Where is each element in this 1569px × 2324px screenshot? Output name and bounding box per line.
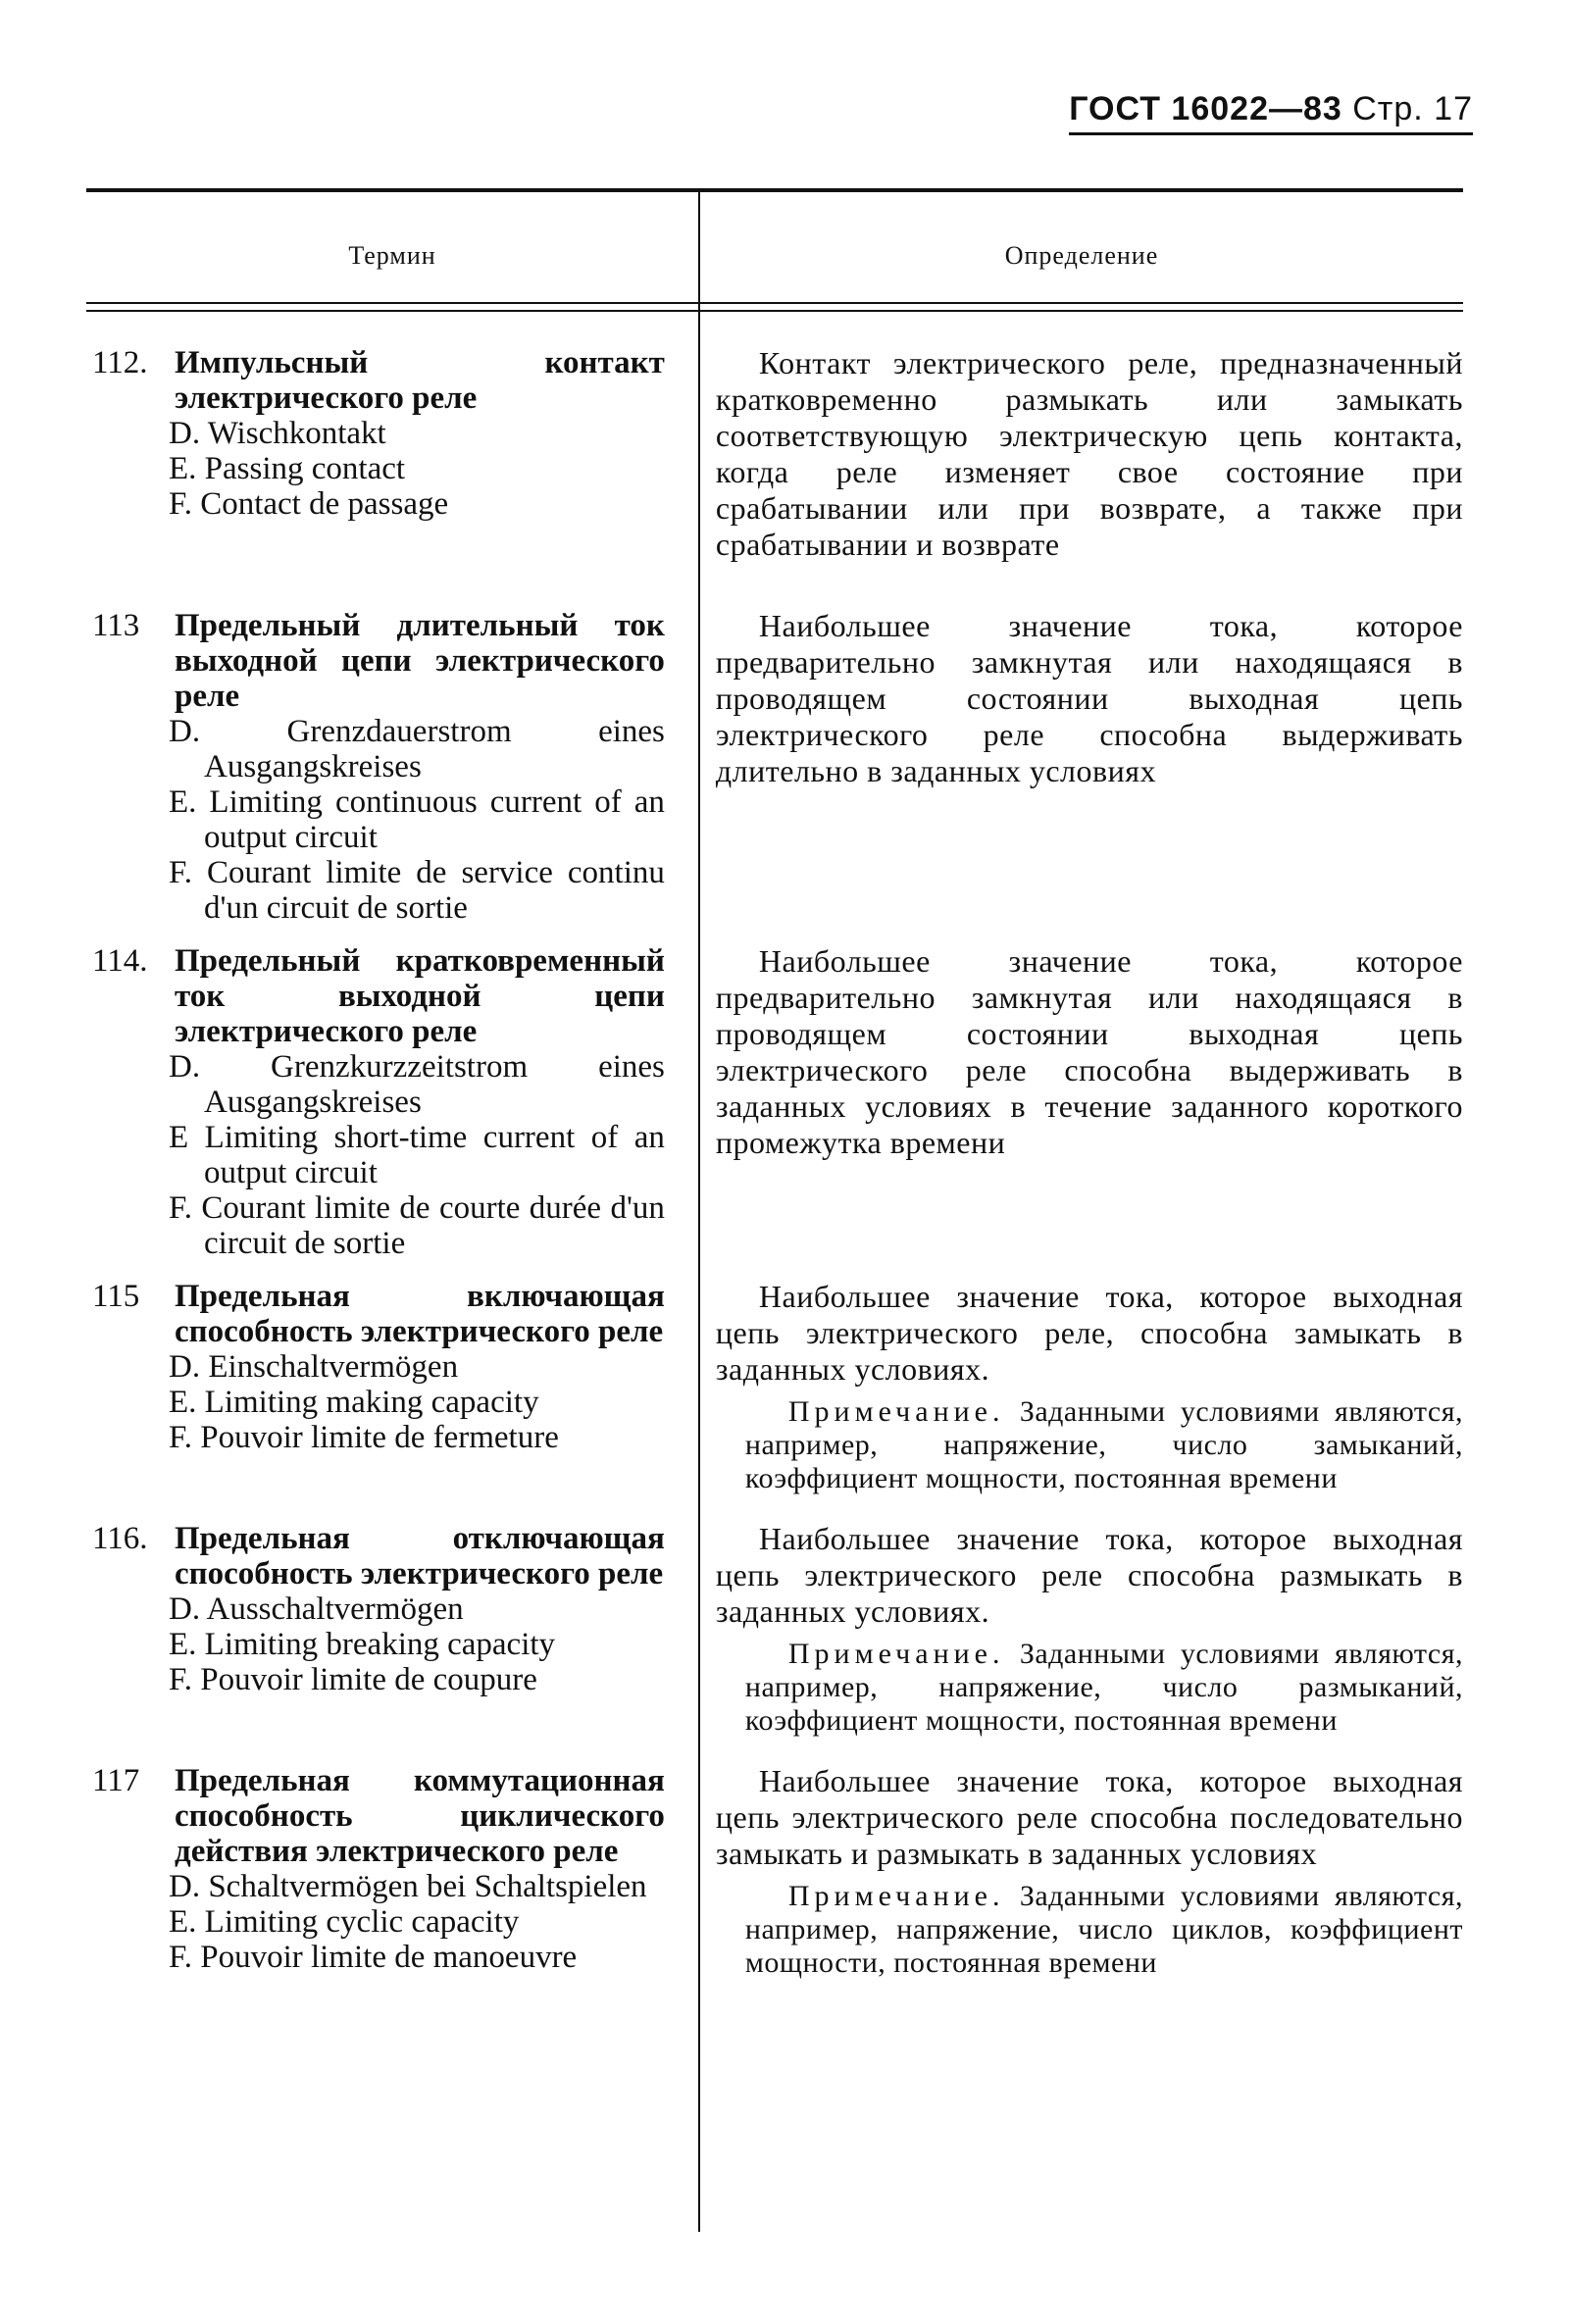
note — [745, 1880, 1463, 1980]
foreign-term: E. Limiting breaking capacity — [169, 1627, 556, 1662]
foreign-equivalents — [86, 1349, 665, 1455]
note-label: Примечание. — [787, 1880, 1005, 1912]
page-header — [1069, 90, 1473, 135]
term-number: 116. — [92, 1521, 148, 1556]
definition-text: Наибольшее значение тока, которое предварительно замкнутая или находящаяся в проводящем состоянии выходная цепь электрического реле способна выдерживать длительно в заданных условиях — [715, 608, 1463, 788]
page-number: Стр. 17 — [1352, 90, 1473, 127]
term-entry — [86, 1521, 1463, 1745]
foreign-term: E. Passing contact — [169, 451, 406, 486]
foreign-equivalents — [86, 416, 665, 522]
definition-cell — [692, 1763, 1463, 1988]
foreign-equivalents — [86, 714, 665, 926]
foreign-term: E. Limiting making capacity — [169, 1385, 539, 1420]
foreign-term: F. Pouvoir limite de fermeture — [169, 1420, 559, 1455]
note-text: Заданными условиями являются, например, напряжение, число замыканий, коэффициент мощности, постоянная времени — [744, 1395, 1463, 1494]
foreign-term: E. Limiting continuous current of an output circuit — [169, 784, 665, 855]
term-cell — [86, 608, 692, 926]
foreign-term: F. Courant limite de courte durée d'un circuit de sortie — [169, 1190, 665, 1261]
term-entry — [86, 943, 1463, 1261]
term-name: Импульсный контакт электрического реле — [175, 345, 665, 416]
term-cell — [86, 1521, 692, 1745]
term-cell — [86, 345, 692, 571]
table-top-rule — [86, 188, 1463, 192]
standard-number: ГОСТ 16022—83 — [1069, 90, 1342, 127]
term-name: Предельная отключающая способность электрического реле — [175, 1521, 665, 1591]
foreign-equivalents — [86, 1869, 665, 1975]
foreign-term: E. Limiting cyclic capacity — [169, 1904, 520, 1940]
foreign-term: D. Ausschaltvermögen — [169, 1591, 464, 1627]
definition-text: Наибольшее значение тока, которое предварительно замкнутая или находящаяся в проводящем состоянии выходная цепь электрического реле способна выдерживать в заданных условиях в течение заданного короткого промежутка времени — [715, 943, 1463, 1160]
foreign-term: D. Grenzdauerstrom eines Ausgangskreises — [169, 714, 665, 784]
header-rule — [86, 310, 1463, 312]
note-text: Заданными условиями являются, например, напряжение, число размыканий, коэффициент мощности, постоянная времени — [744, 1638, 1463, 1737]
definition-cell — [692, 608, 1463, 926]
foreign-term: F. Contact de passage — [169, 486, 449, 522]
foreign-term: D. Grenzkurzzeitstrom eines Ausgangskreises — [169, 1049, 665, 1120]
definition-cell — [692, 1521, 1463, 1745]
foreign-term: D. Einschaltvermögen — [169, 1349, 459, 1385]
foreign-term: F. Pouvoir limite de coupure — [169, 1662, 537, 1697]
term-entry — [86, 345, 1463, 571]
foreign-term: F. Courant limite de service continu d'un circuit de sortie — [169, 855, 665, 926]
term-number: 112. — [92, 345, 148, 380]
column-header-term: Термин — [348, 241, 436, 270]
note — [745, 1395, 1463, 1495]
foreign-term: E Limiting short-time current of an output circuit — [169, 1120, 665, 1190]
term-cell — [86, 943, 692, 1261]
term-name: Предельный кратковременный ток выходной цепи электрического реле — [175, 943, 665, 1049]
terms-table — [86, 345, 1463, 2005]
term-number: 114. — [92, 943, 148, 979]
note-label: Примечание. — [787, 1638, 1005, 1670]
term-cell — [86, 1763, 692, 1988]
foreign-equivalents — [86, 1591, 665, 1697]
note-text: Заданными условиями являются, например, напряжение, число циклов, коэффициент мощности, постоянная времени — [744, 1880, 1463, 1979]
term-number: 115 — [92, 1279, 140, 1314]
term-name: Предельная коммутационная способность циклического действия электрического реле — [175, 1763, 665, 1869]
definition-cell — [692, 345, 1463, 571]
definition-text: Наибольшее значение тока, которое выходная цепь электрического реле способна последовательно замыкать и размыкать в заданных условиях — [715, 1763, 1463, 1871]
term-number: 117 — [92, 1763, 140, 1798]
foreign-equivalents — [86, 1049, 665, 1261]
term-entry — [86, 1763, 1463, 1988]
definition-text: Контакт электрического реле, предназначенный кратковременно размыкать или замыкать соответствующую электрическую цепь контакта, когда реле изменяет свое состояние при срабатывании или при возврате, а также при срабатывании и возврате — [715, 345, 1463, 562]
header-rule — [86, 302, 1463, 304]
term-name: Предельная включающая способность электрического реле — [175, 1279, 665, 1349]
term-name: Предельный длительный ток выходной цепи электрического реле — [175, 608, 665, 714]
definition-cell — [692, 1279, 1463, 1503]
note-label: Примечание. — [787, 1395, 1005, 1428]
term-number: 113 — [92, 608, 140, 643]
definition-text: Наибольшее значение тока, которое выходная цепь электрического реле способна размыкать в заданных условиях. — [715, 1521, 1463, 1629]
definition-cell — [692, 943, 1463, 1261]
note — [745, 1638, 1463, 1738]
foreign-term: D. Schaltvermögen bei Schaltspielen — [169, 1869, 647, 1904]
foreign-term: F. Pouvoir limite de manoeuvre — [169, 1940, 578, 1975]
term-cell — [86, 1279, 692, 1503]
definition-text: Наибольшее значение тока, которое выходная цепь электрического реле, способна замыкать в заданных условиях. — [715, 1279, 1463, 1387]
term-entry — [86, 1279, 1463, 1503]
column-header-definition: Определение — [1004, 241, 1159, 270]
term-entry — [86, 608, 1463, 926]
foreign-term: D. Wischkontakt — [169, 416, 386, 451]
